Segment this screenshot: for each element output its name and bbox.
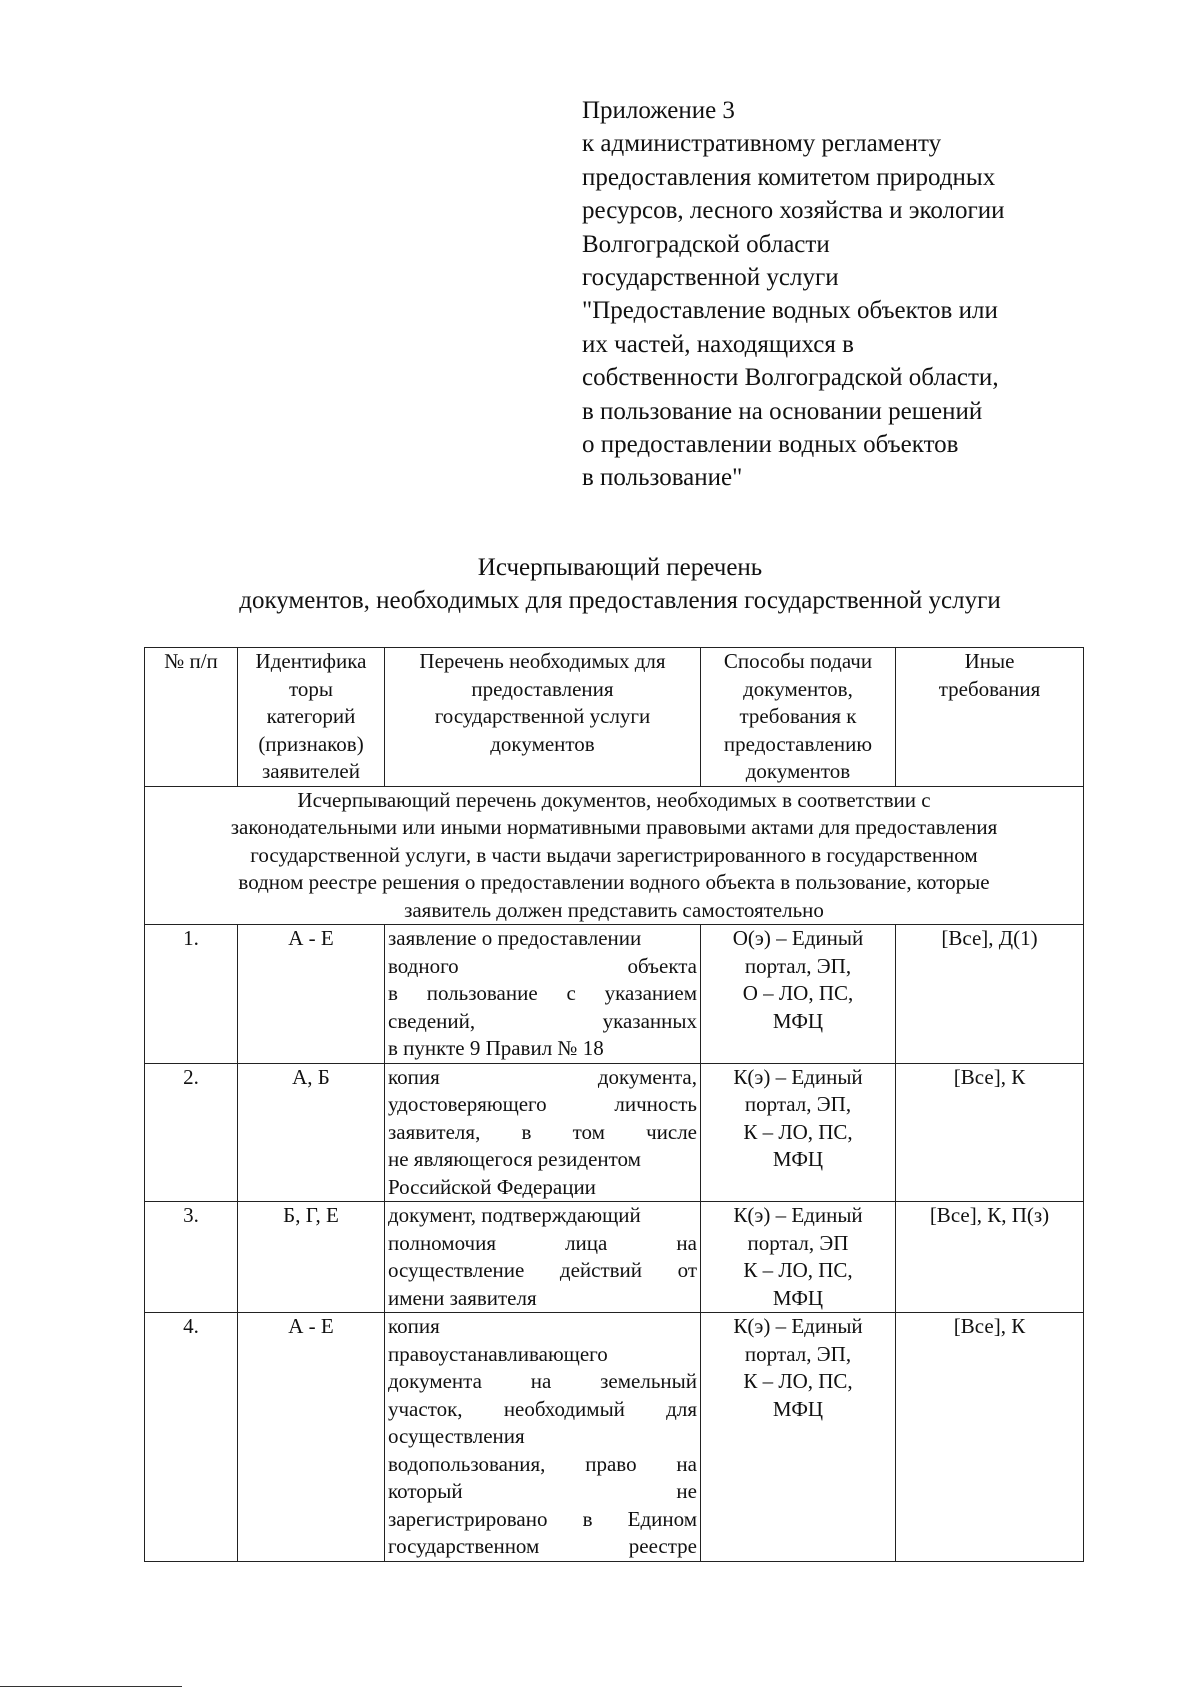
row-other: [Все], К xyxy=(896,1313,1084,1562)
doc-line: имени заявителя xyxy=(388,1285,537,1310)
section-line: законодательными или иными нормативными правовыми актами для предоставления xyxy=(230,815,998,839)
doc-line: Российской Федерации xyxy=(388,1174,596,1199)
doc-line: в пункте 9 Правил № 18 xyxy=(388,1036,604,1060)
appendix-line: в пользование" xyxy=(582,464,743,492)
header-text: Идентифика xyxy=(255,649,367,673)
doc-line: не являющегося резидентом xyxy=(388,1147,641,1171)
doc-line: сведений, указанных xyxy=(388,1008,697,1033)
row-other: [Все], К, П(з) xyxy=(896,1202,1084,1313)
section-heading xyxy=(145,786,1084,925)
method-line: К – ЛО, ПС, xyxy=(743,1119,853,1144)
doc-line: государственном реестре xyxy=(388,1534,697,1558)
header-num xyxy=(145,648,238,787)
header-text: Перечень необходимых для xyxy=(419,649,666,673)
document-title xyxy=(90,551,1150,617)
doc-line: зарегистрировано в Едином xyxy=(388,1506,697,1531)
header-identifiers xyxy=(238,648,385,787)
method-line: портал, ЭП xyxy=(747,1230,849,1255)
doc-line: документ, подтверждающий xyxy=(388,1203,641,1227)
header-text: торы xyxy=(288,676,333,701)
header-text: Способы подачи xyxy=(723,649,873,673)
row-document xyxy=(385,1063,701,1202)
row-identifiers: Б, Г, Е xyxy=(238,1202,385,1313)
header-text: Иные xyxy=(964,649,1015,673)
method-line: К(э) – Единый xyxy=(733,1314,863,1338)
method-line: О(э) – Единый xyxy=(732,926,864,950)
doc-line: заявителя, в том числе xyxy=(388,1119,697,1144)
row-methods xyxy=(701,1202,896,1313)
appendix-header xyxy=(582,94,1142,495)
row-methods xyxy=(701,1063,896,1202)
table-row xyxy=(145,925,1084,1064)
doc-line: копия xyxy=(388,1314,440,1338)
doc-line: в пользование с указанием xyxy=(388,981,697,1005)
header-methods xyxy=(701,648,896,787)
doc-line: осуществление действий от xyxy=(388,1258,697,1282)
row-identifiers: А, Б xyxy=(238,1063,385,1202)
doc-line: водопользования, право на xyxy=(388,1451,697,1476)
section-line: заявитель должен представить самостоятельно xyxy=(404,897,824,922)
row-num: 1. xyxy=(145,925,238,1064)
table-row xyxy=(145,1313,1084,1562)
method-line: портал, ЭП, xyxy=(744,953,852,978)
section-line: водном реестре решения о предоставлении водного объекта в пользование, которые xyxy=(238,870,990,894)
doc-line: водного объекта xyxy=(388,953,697,978)
row-other: [Все], К xyxy=(896,1063,1084,1202)
appendix-line: о предоставлении водных объектов xyxy=(582,431,959,459)
method-line: К(э) – Единый xyxy=(733,1064,863,1089)
footer-divider xyxy=(0,1686,182,1687)
header-text: № п/п xyxy=(164,649,218,673)
row-document xyxy=(385,925,701,1064)
row-num: 3. xyxy=(145,1202,238,1313)
table-row xyxy=(145,1063,1084,1202)
header-text: требования xyxy=(938,676,1041,701)
table-header-row xyxy=(145,648,1084,787)
method-line: К – ЛО, ПС, xyxy=(743,1258,853,1282)
appendix-line: собственности Волгоградской области, xyxy=(582,364,999,392)
appendix-line: "Предоставление водных объектов или xyxy=(582,297,998,325)
appendix-line: Волгоградской области xyxy=(582,230,830,258)
row-num: 4. xyxy=(145,1313,238,1562)
doc-line: полномочия лица на xyxy=(388,1230,697,1255)
row-identifiers: А - Е xyxy=(238,1313,385,1562)
doc-line: который не xyxy=(388,1479,697,1503)
row-methods xyxy=(701,925,896,1064)
appendix-line: государственной услуги xyxy=(582,264,839,292)
method-line: К – ЛО, ПС, xyxy=(743,1369,853,1393)
table-row xyxy=(145,1202,1084,1313)
doc-line: удостоверяющего личность xyxy=(388,1092,697,1116)
header-text: (признаков) xyxy=(258,731,364,756)
header-text: документов xyxy=(745,759,851,783)
header-text: документов, xyxy=(743,676,853,701)
header-text: предоставления xyxy=(471,676,614,701)
header-documents xyxy=(385,648,701,787)
header-text: предоставлению xyxy=(723,731,873,756)
doc-line: участок, необходимый для xyxy=(388,1396,697,1421)
section-line: государственной услуги, в части выдачи зарегистрированного в государственном xyxy=(250,842,978,867)
appendix-line: в пользование на основании решений xyxy=(582,397,983,425)
header-text: заявителей xyxy=(262,759,360,783)
title-line-2: документов, необходимых для предоставления государственной услуги xyxy=(239,587,1001,614)
header-other xyxy=(896,648,1084,787)
appendix-line: к административному регламенту xyxy=(582,130,942,158)
row-document xyxy=(385,1202,701,1313)
row-document xyxy=(385,1313,701,1562)
header-text: документов xyxy=(490,731,595,756)
section-line: Исчерпывающий перечень документов, необходимых в соответствии с xyxy=(297,787,931,812)
method-line: портал, ЭП, xyxy=(744,1092,852,1116)
doc-line: правоустанавливающего xyxy=(388,1341,608,1366)
row-identifiers: А - Е xyxy=(238,925,385,1064)
doc-line: заявление о предоставлении xyxy=(388,926,642,950)
method-line: портал, ЭП, xyxy=(744,1341,852,1366)
method-line: МФЦ xyxy=(772,1008,824,1033)
header-text: требования к xyxy=(739,704,857,728)
appendix-line: их частей, находящихся в xyxy=(582,330,854,358)
doc-line: копия документа, xyxy=(388,1064,697,1089)
title-line-1: Исчерпывающий перечень xyxy=(477,554,763,581)
method-line: О – ЛО, ПС, xyxy=(742,981,854,1005)
row-methods xyxy=(701,1313,896,1562)
method-line: МФЦ xyxy=(772,1147,824,1171)
appendix-line: Приложение 3 xyxy=(582,97,735,124)
doc-line: документа на земельный xyxy=(388,1369,697,1393)
appendix-line: ресурсов, лесного хозяйства и экологии xyxy=(582,197,1005,225)
documents-table xyxy=(144,647,1084,1562)
header-text: категорий xyxy=(266,704,356,728)
row-other: [Все], Д(1) xyxy=(896,925,1084,1064)
doc-line: осуществления xyxy=(388,1424,525,1448)
method-line: МФЦ xyxy=(772,1396,824,1421)
section-row xyxy=(145,786,1084,925)
method-line: К(э) – Единый xyxy=(733,1203,863,1227)
row-num: 2. xyxy=(145,1063,238,1202)
header-text: государственной услуги xyxy=(434,704,651,728)
method-line: МФЦ xyxy=(772,1285,824,1310)
appendix-line: предоставления комитетом природных xyxy=(582,163,996,191)
